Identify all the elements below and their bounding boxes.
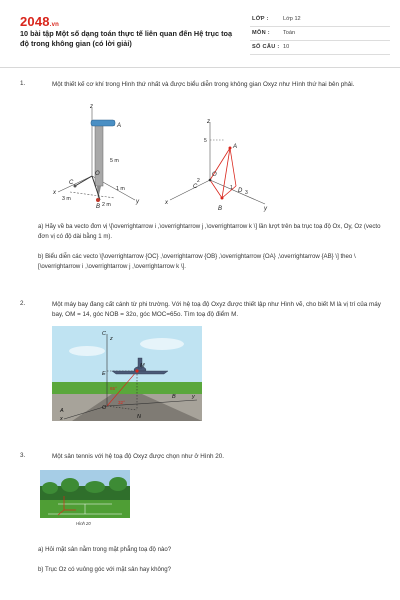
point-label-c: C	[193, 184, 198, 190]
point-label-b: B	[218, 206, 223, 212]
meta-value: 10	[283, 44, 290, 50]
axis-label-z: z	[90, 104, 93, 110]
point-label-c: C	[102, 331, 106, 337]
point-label-o: O	[212, 172, 217, 178]
tick-label: 5	[204, 138, 207, 144]
tick-label: 1	[230, 185, 233, 191]
point-label-b: B	[172, 394, 176, 400]
length-label: 1 m	[116, 186, 125, 192]
meta-label: SỐ CÂU :	[252, 44, 280, 50]
question-number: 1.	[20, 80, 26, 87]
point-label-o: O	[95, 171, 100, 177]
question-part-b: b) Trục Oz có vuông góc với mặt sân hay không?	[38, 566, 172, 573]
meta-row-class	[250, 13, 390, 27]
tick-label: 2	[197, 178, 200, 184]
figure-mechanical-design	[40, 102, 145, 212]
point-label-m: M	[140, 363, 145, 369]
point-label-a: A	[233, 144, 238, 150]
site-logo[interactable]: 2048.vn	[20, 14, 60, 29]
point-label-a: A	[117, 123, 122, 129]
document-header	[0, 0, 400, 68]
axis-label-x: x	[60, 416, 63, 421]
meta-value: Lớp 12	[283, 16, 301, 22]
axis-label-y: y	[192, 394, 195, 400]
figure-oxyz-diagram	[160, 118, 275, 213]
point-label-o: O	[102, 405, 107, 411]
point-label-b: B	[96, 204, 101, 210]
point-label-a: A	[60, 408, 64, 414]
question-part-b: b) Biểu diễn các vecto \[\overrightarrow {OC} ,\overrightarrow {OB} ,\overrightarrow {OA} ,\overrightarrow {AB} \] theo \[\overrightarrow i ,\overrightarrow j ,\overrightarrow k \].	[38, 253, 356, 270]
question-2	[20, 300, 385, 440]
question-1	[20, 80, 385, 280]
question-text: Một sân tennis với hệ toạ độ Oxyz được chọn như ở Hình 20.	[52, 453, 225, 460]
page-title: 10 bài tập Một số dạng toán thực tế liên quan đến Hệ trục toạ độ trong không gian (có lời giải)	[20, 29, 233, 48]
meta-table	[250, 13, 390, 55]
meta-label: MÔN :	[252, 30, 270, 36]
angle-label: 65°	[110, 386, 117, 391]
axis-label-z: z	[207, 119, 210, 125]
figure-caption: Hình 20	[76, 521, 91, 526]
length-label: 2 m	[102, 202, 111, 208]
question-text: Một máy bay đang cất cánh từ phi trường. Với hệ toạ độ Oxyz được thiết lập như Hình vẽ, cho biết M là vị trí của máy bay, OM = 14, góc NOB = 32o, góc MOC=65o. Tìm toạ độ điểm M.	[52, 301, 381, 318]
length-label: 3 m	[62, 196, 71, 202]
question-part-a: a) Hỏi mặt sân nằm trong mặt phẳng toạ độ nào?	[38, 546, 172, 553]
point-label-c: C	[69, 180, 74, 186]
question-part-a: a) Hãy về ba vecto đơn vị \[\overrightarrow i ,\overrightarrow j ,\overrightarrow k \] lần lượt trên ba trục toạ độ Ox, Oy, Oz (vecto đơn vị có độ dài bằng 1 m).	[38, 223, 381, 240]
axis-label-x: x	[53, 190, 56, 196]
meta-value: Toán	[283, 30, 296, 36]
question-text: Một thiết kế cơ khí trong Hình thứ nhất và được biểu diễn trong không gian Oxyz như Hình thứ hai bên phải.	[52, 81, 355, 88]
meta-row-subject	[250, 27, 390, 41]
axis-label-y: y	[136, 199, 139, 205]
meta-row-count	[250, 41, 390, 55]
point-label-n: N	[137, 414, 141, 420]
figure-tennis-court	[40, 470, 130, 528]
question-number: 2.	[20, 300, 26, 307]
point-label-e: E	[102, 371, 106, 377]
axis-label-x: x	[165, 200, 168, 206]
meta-label: LỚP :	[252, 16, 269, 22]
length-label: 5 m	[110, 158, 119, 164]
figure-airplane	[52, 326, 202, 421]
tick-label: 3	[245, 190, 248, 196]
axis-label-y: y	[264, 206, 267, 212]
question-number: 3.	[20, 452, 26, 459]
question-3	[20, 452, 385, 592]
point-label-d: D	[238, 188, 243, 194]
angle-label: 32°	[118, 400, 125, 405]
axis-label-z: z	[110, 336, 113, 342]
